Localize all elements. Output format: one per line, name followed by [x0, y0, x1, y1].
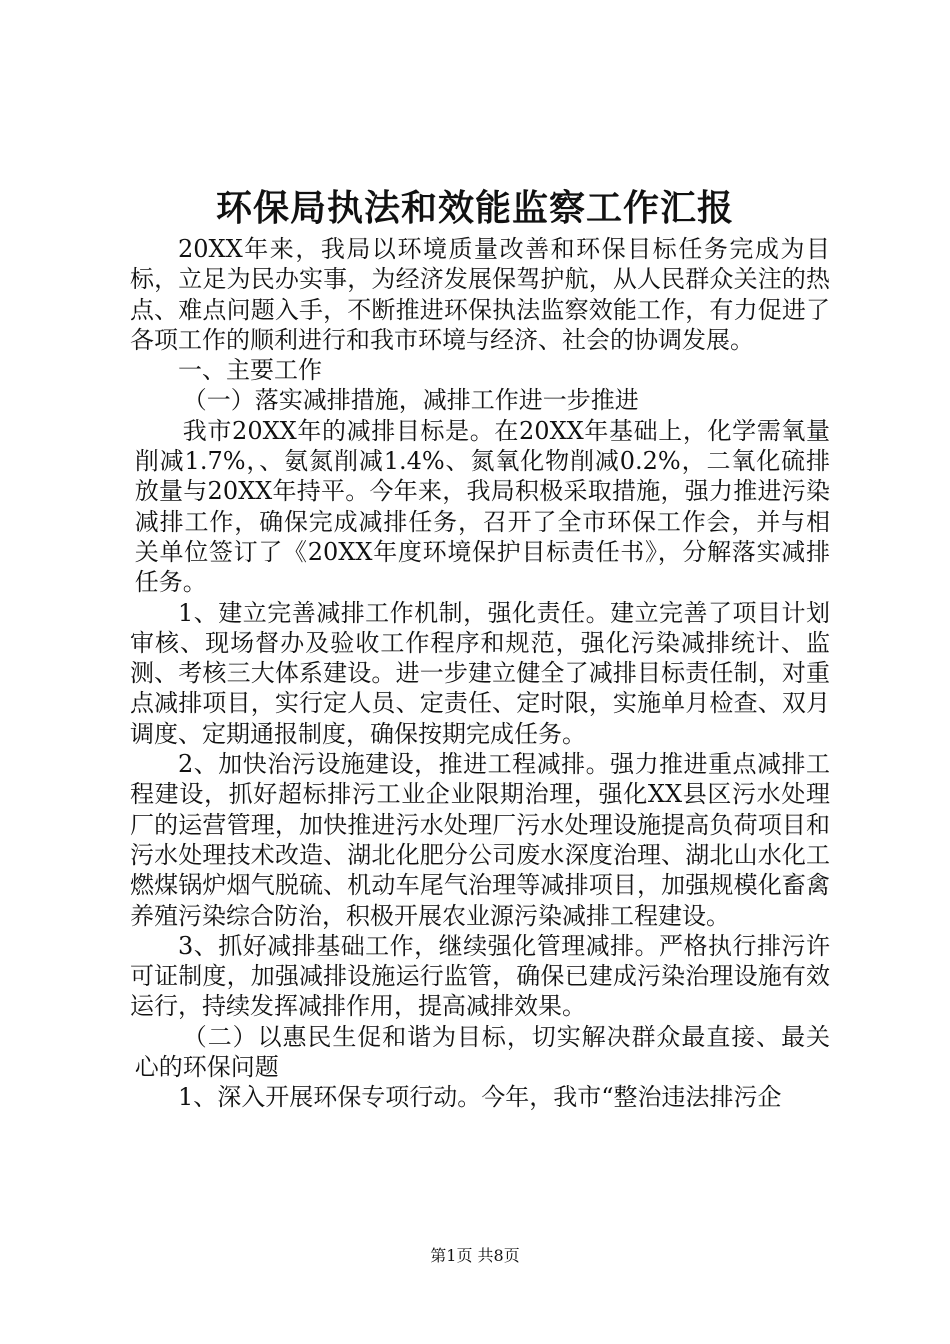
subsection-heading: （二）以惠民生促和谐为目标，切实解决群众最直接、最关心的环保问题 [134, 1022, 830, 1082]
body-paragraph: 1、深入开展环保专项行动。今年，我市“整治违法排污企 [178, 1083, 782, 1112]
body-paragraph: 1、建立完善减排工作机制，强化责任。建立完善了项目计划审核、现场督办及验收工作程序和规范，强化污染减排统计、监测、考核三大体系建设。进一步建立健全了减排目标责任制，对重点减排项目，实行定人员、定责任、定时限，实施单月检查、双月调度、定期通报制度，确保按期完成任务。 [130, 598, 830, 748]
page-number-footer: 第1页 共8页 [430, 1246, 520, 1265]
body-paragraph: 我市20XX年的减排目标是。在20XX年基础上，化学需氧量削减1.7%，、氨氮削减1.4%、氮氧化物削减0.2%，二氧化硫排放量与20XX年持平。今年来，我局积极采取措施，强力推进污染减排工作，确保完成减排任务，召开了全市环保工作会，并与相关单位签订了《20XX年度环境保护目标责任书》，分解落实减排任务。 [134, 416, 830, 597]
document-title: 环保局执法和效能监察工作汇报 [215, 187, 734, 229]
body-paragraph: 3、抓好减排基础工作，继续强化管理减排。严格执行排污许可证制度，加强减排设施运行监管，确保已建成污染治理设施有效运行，持续发挥减排作用，提高减排效果。 [130, 931, 830, 1021]
body-paragraph: 2、加快治污设施建设，推进工程减排。强力推进重点减排工程建设，抓好超标排污工业企业限期治理，强化XX县区污水处理厂的运营管理，加快推进污水处理厂污水处理设施提高负荷项目和污水处理技术改造、湖北化肥分公司废水深度治理、湖北山水化工燃煤锅炉烟气脱硫、机动车尾气治理等减排项目，加强规模化畜禽养殖污染综合防治，积极开展农业源污染减排工程建设。 [130, 750, 830, 930]
intro-paragraph: 20XX年来，我局以环境质量改善和环保目标任务完成为目标，立足为民办实事，为经济发展保驾护航，从人民群众关注的热点、难点问题入手，不断推进环保执法监察效能工作，有力促进了各项工作的顺利进行和我市环境与经济、社会的协调发展。 [130, 235, 830, 354]
document-body [130, 234, 830, 1113]
section-heading: 一、主要工作 [178, 356, 322, 385]
subsection-heading: （一）落实减排措施，减排工作进一步推进 [182, 386, 639, 415]
